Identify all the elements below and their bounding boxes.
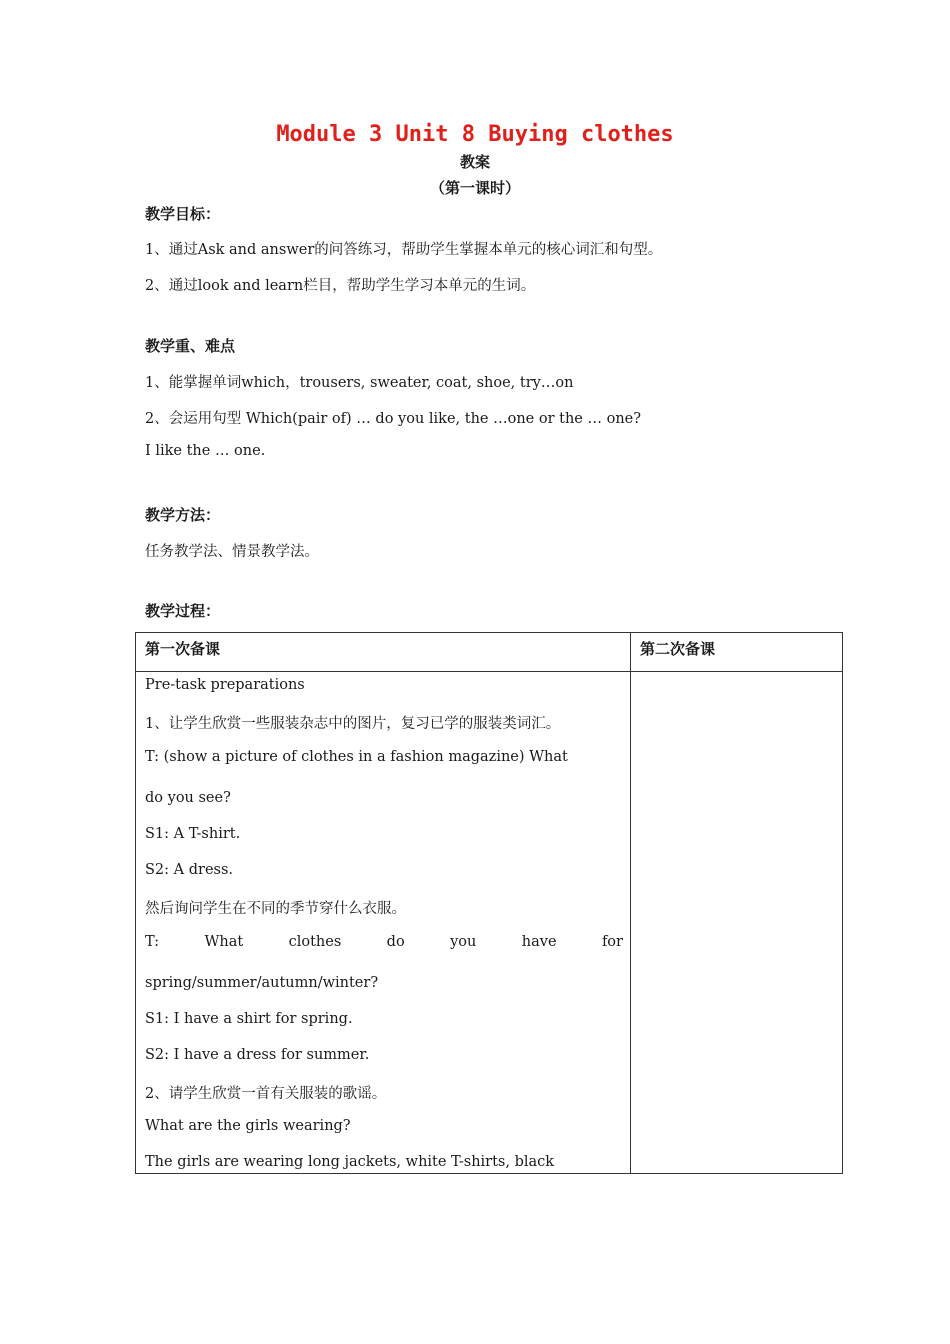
key-point-item: I like the … one.: [145, 443, 266, 459]
table-line: S2: A dress.: [145, 862, 234, 878]
key-point-item: 2、会运用句型 Which(pair of) … do you like, the …one or the … one?: [145, 411, 642, 427]
column-header-second-prep: 第二次备课: [640, 640, 716, 658]
document-title: Module 3 Unit 8 Buying clothes: [276, 122, 674, 147]
table-line: Pre-task preparations: [145, 677, 305, 693]
table-line: spring/summer/autumn/winter?: [145, 975, 379, 991]
table-line: T: (show a picture of clothes in a fashion magazine) What: [145, 749, 568, 765]
word: What: [204, 934, 244, 950]
table-line: 1、让学生欣赏一些服装杂志中的图片，复习已学的服装类词汇。: [145, 716, 561, 732]
objectives-heading: 教学目标：: [145, 205, 221, 223]
objective-item: 2、通过look and learn栏目，帮助学生学习本单元的生词。: [145, 278, 536, 294]
word: T:: [145, 934, 160, 950]
word: have: [521, 934, 557, 950]
objective-item: 1、通过Ask and answer的问答练习，帮助学生掌握本单元的核心词汇和句型。: [145, 242, 663, 258]
methods-heading: 教学方法：: [145, 506, 221, 524]
word: clothes: [288, 934, 342, 950]
table-line: The girls are wearing long jackets, white T-shirts, black: [145, 1154, 555, 1170]
table-line: 然后询问学生在不同的季节穿什么衣服。: [145, 901, 406, 917]
header-divider: [136, 671, 842, 672]
word: for: [601, 934, 623, 950]
key-point-item: 1、能掌握单词which，trousers, sweater, coat, shoe, try…on: [145, 375, 574, 391]
lesson-plan-table: [135, 632, 843, 1174]
table-line: 2、请学生欣赏一首有关服装的歌谣。: [145, 1086, 387, 1102]
column-header-first-prep: 第一次备课: [145, 640, 221, 658]
table-line: What are the girls wearing?: [145, 1118, 351, 1134]
table-line: do you see?: [145, 790, 231, 806]
column-divider: [630, 633, 631, 1173]
process-heading: 教学过程：: [145, 602, 221, 620]
document-subtitle: 教案: [459, 153, 490, 171]
word: you: [450, 934, 477, 950]
table-line: S2: I have a dress for summer.: [145, 1047, 370, 1063]
lesson-label: （第一课时）: [429, 179, 520, 197]
table-line-justified: [145, 934, 623, 950]
word: do: [386, 934, 405, 950]
key-points-heading: 教学重、难点: [145, 337, 236, 355]
table-line: S1: I have a shirt for spring.: [145, 1011, 353, 1027]
table-line: S1: A T-shirt.: [145, 826, 241, 842]
methods-text: 任务教学法、情景教学法。: [145, 544, 319, 560]
